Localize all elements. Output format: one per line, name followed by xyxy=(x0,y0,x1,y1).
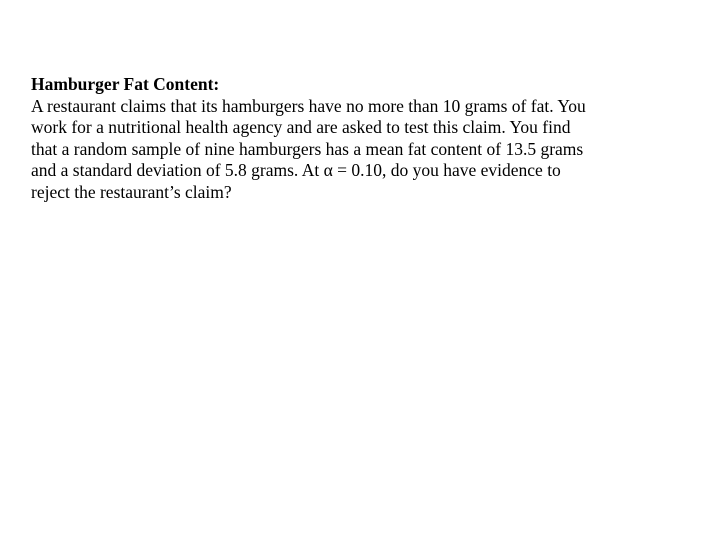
problem-line-4: and a standard deviation of 5.8 grams. At α = 0.10, do you have evidence to xyxy=(31,160,561,181)
problem-line-5: reject the restaurant’s claim? xyxy=(31,181,232,202)
problem-heading: Hamburger Fat Content: xyxy=(31,74,220,94)
problem-text-block xyxy=(31,74,691,204)
problem-line-1: A restaurant claims that its hamburgers have no more than 10 grams of fat. You xyxy=(31,95,586,116)
problem-line-3: that a random sample of nine hamburgers has a mean fat content of 13.5 grams xyxy=(31,138,584,159)
problem-line-2: work for a nutritional health agency and are asked to test this claim. You find xyxy=(31,117,571,138)
